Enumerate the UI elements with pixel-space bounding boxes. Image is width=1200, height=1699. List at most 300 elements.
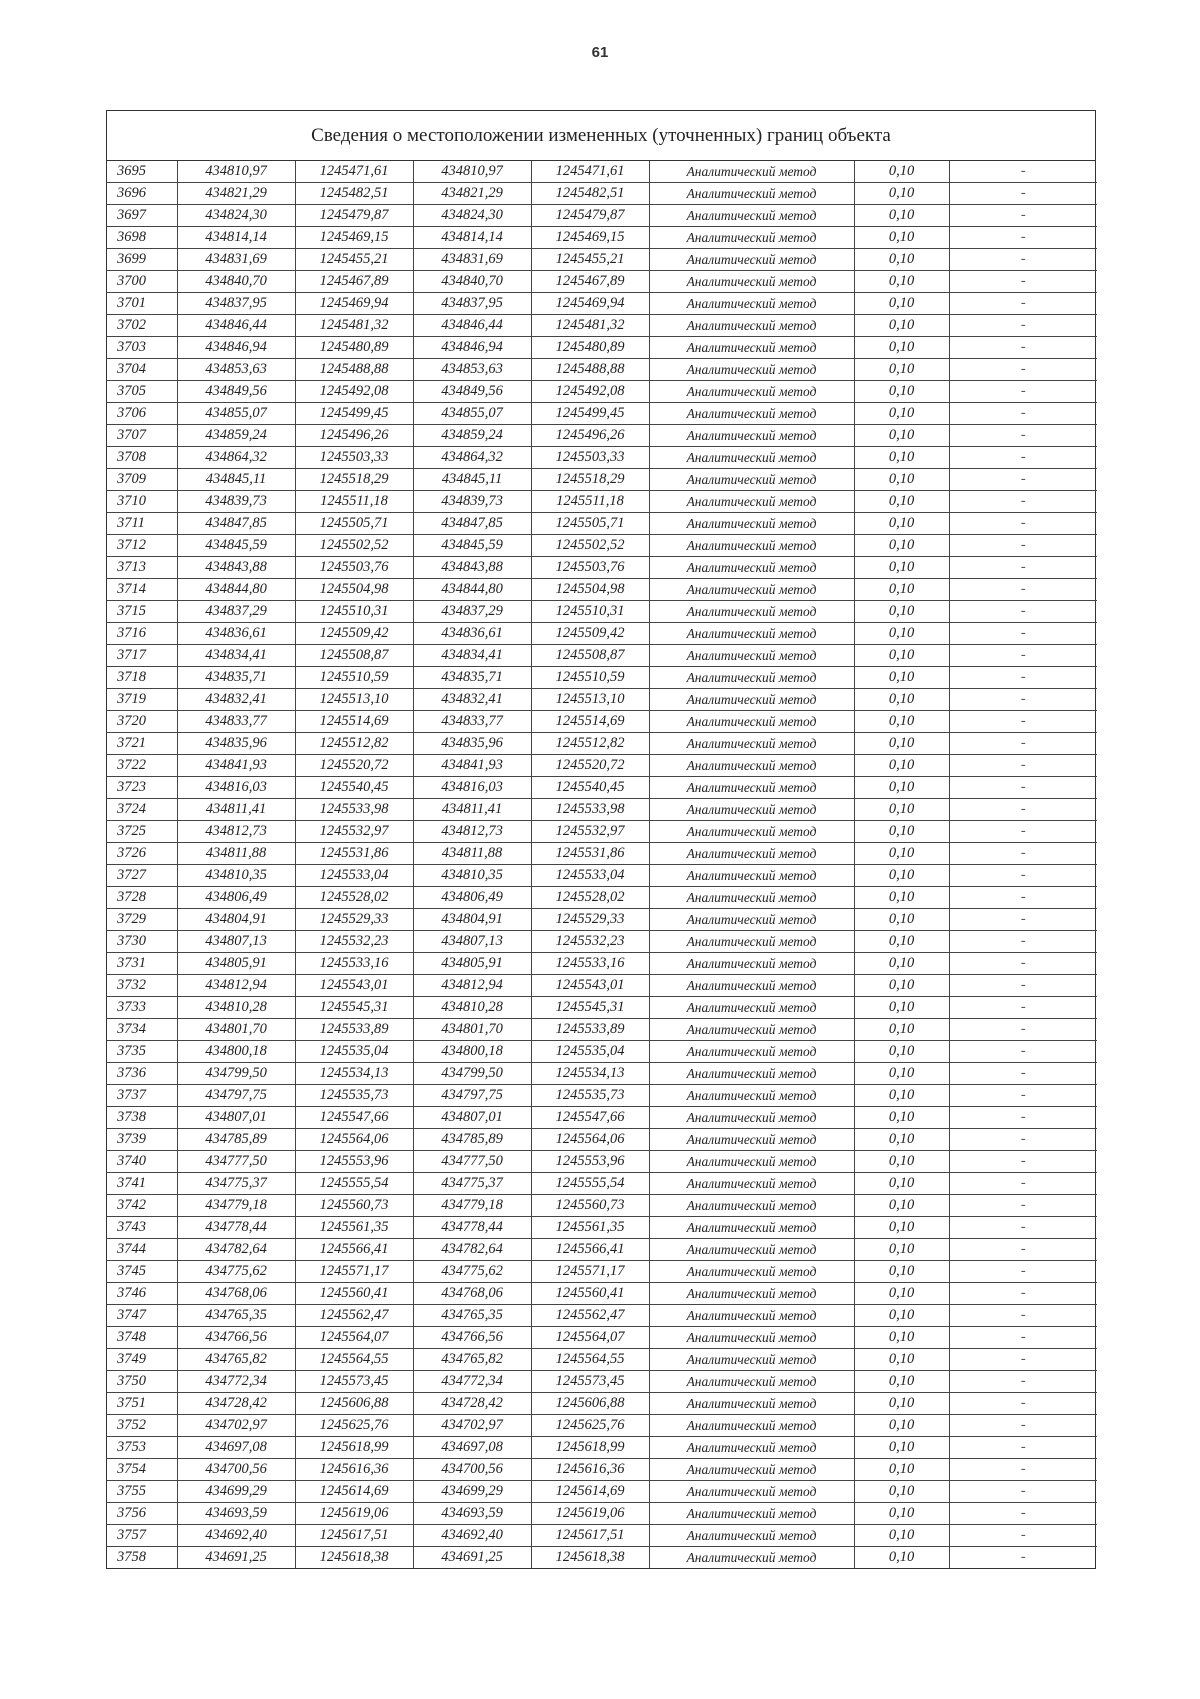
cell-y-existing: 1245532,23 — [295, 931, 413, 953]
cell-point-number: 3735 — [107, 1041, 177, 1063]
cell-point-number: 3743 — [107, 1217, 177, 1239]
table-row — [107, 1195, 1097, 1217]
cell-description: - — [949, 513, 1097, 535]
cell-method: Аналитический метод — [649, 1305, 854, 1327]
cell-point-number: 3698 — [107, 227, 177, 249]
cell-precision: 0,10 — [854, 1041, 949, 1063]
cell-description: - — [949, 953, 1097, 975]
cell-x-new: 434835,96 — [413, 733, 531, 755]
cell-x-existing: 434810,35 — [177, 865, 295, 887]
cell-y-existing: 1245616,36 — [295, 1459, 413, 1481]
cell-x-new: 434846,94 — [413, 337, 531, 359]
cell-y-new: 1245455,21 — [531, 249, 649, 271]
cell-point-number: 3749 — [107, 1349, 177, 1371]
cell-y-existing: 1245564,06 — [295, 1129, 413, 1151]
cell-x-new: 434811,88 — [413, 843, 531, 865]
cell-x-existing: 434805,91 — [177, 953, 295, 975]
cell-method: Аналитический метод — [649, 557, 854, 579]
table-row — [107, 711, 1097, 733]
cell-x-existing: 434812,73 — [177, 821, 295, 843]
cell-x-new: 434843,88 — [413, 557, 531, 579]
cell-method: Аналитический метод — [649, 843, 854, 865]
cell-precision: 0,10 — [854, 1283, 949, 1305]
cell-description: - — [949, 469, 1097, 491]
cell-x-new: 434837,95 — [413, 293, 531, 315]
cell-method: Аналитический метод — [649, 1459, 854, 1481]
cell-point-number: 3729 — [107, 909, 177, 931]
table-row — [107, 601, 1097, 623]
cell-description: - — [949, 711, 1097, 733]
cell-x-new: 434846,44 — [413, 315, 531, 337]
cell-precision: 0,10 — [854, 557, 949, 579]
cell-x-existing: 434844,80 — [177, 579, 295, 601]
cell-precision: 0,10 — [854, 645, 949, 667]
cell-method: Аналитический метод — [649, 1525, 854, 1547]
cell-y-new: 1245509,42 — [531, 623, 649, 645]
cell-method: Аналитический метод — [649, 1503, 854, 1525]
cell-y-existing: 1245528,02 — [295, 887, 413, 909]
cell-precision: 0,10 — [854, 381, 949, 403]
cell-method: Аналитический метод — [649, 337, 854, 359]
cell-method: Аналитический метод — [649, 425, 854, 447]
cell-y-new: 1245481,32 — [531, 315, 649, 337]
cell-point-number: 3757 — [107, 1525, 177, 1547]
cell-precision: 0,10 — [854, 579, 949, 601]
cell-y-existing: 1245532,97 — [295, 821, 413, 843]
cell-y-existing: 1245513,10 — [295, 689, 413, 711]
cell-method: Аналитический метод — [649, 931, 854, 953]
cell-y-new: 1245533,04 — [531, 865, 649, 887]
cell-x-existing: 434775,37 — [177, 1173, 295, 1195]
cell-point-number: 3707 — [107, 425, 177, 447]
cell-x-existing: 434810,28 — [177, 997, 295, 1019]
cell-description: - — [949, 183, 1097, 205]
table-row — [107, 315, 1097, 337]
cell-y-existing: 1245510,31 — [295, 601, 413, 623]
cell-description: - — [949, 667, 1097, 689]
cell-x-new: 434693,59 — [413, 1503, 531, 1525]
cell-y-existing: 1245505,71 — [295, 513, 413, 535]
cell-point-number: 3753 — [107, 1437, 177, 1459]
cell-x-new: 434859,24 — [413, 425, 531, 447]
coordinates-table — [107, 161, 1097, 1568]
cell-description: - — [949, 293, 1097, 315]
cell-x-new: 434847,85 — [413, 513, 531, 535]
cell-precision: 0,10 — [854, 623, 949, 645]
cell-description: - — [949, 249, 1097, 271]
cell-method: Аналитический метод — [649, 667, 854, 689]
cell-precision: 0,10 — [854, 931, 949, 953]
cell-description: - — [949, 1195, 1097, 1217]
cell-point-number: 3722 — [107, 755, 177, 777]
table-row — [107, 1239, 1097, 1261]
cell-x-new: 434801,70 — [413, 1019, 531, 1041]
cell-x-existing: 434800,18 — [177, 1041, 295, 1063]
cell-x-existing: 434839,73 — [177, 491, 295, 513]
cell-x-new: 434821,29 — [413, 183, 531, 205]
cell-y-new: 1245619,06 — [531, 1503, 649, 1525]
cell-y-new: 1245512,82 — [531, 733, 649, 755]
cell-y-new: 1245560,73 — [531, 1195, 649, 1217]
cell-precision: 0,10 — [854, 1415, 949, 1437]
cell-x-existing: 434845,59 — [177, 535, 295, 557]
table-row — [107, 1371, 1097, 1393]
cell-precision: 0,10 — [854, 1349, 949, 1371]
cell-x-new: 434697,08 — [413, 1437, 531, 1459]
cell-x-new: 434775,62 — [413, 1261, 531, 1283]
cell-y-new: 1245508,87 — [531, 645, 649, 667]
cell-y-new: 1245614,69 — [531, 1481, 649, 1503]
cell-description: - — [949, 733, 1097, 755]
cell-precision: 0,10 — [854, 953, 949, 975]
cell-x-new: 434840,70 — [413, 271, 531, 293]
cell-x-existing: 434768,06 — [177, 1283, 295, 1305]
cell-description: - — [949, 579, 1097, 601]
cell-precision: 0,10 — [854, 469, 949, 491]
cell-point-number: 3728 — [107, 887, 177, 909]
cell-description: - — [949, 777, 1097, 799]
cell-point-number: 3750 — [107, 1371, 177, 1393]
cell-precision: 0,10 — [854, 909, 949, 931]
cell-point-number: 3747 — [107, 1305, 177, 1327]
boundary-table — [106, 110, 1096, 1569]
cell-description: - — [949, 887, 1097, 909]
cell-x-existing: 434702,97 — [177, 1415, 295, 1437]
cell-x-existing: 434840,70 — [177, 271, 295, 293]
cell-y-existing: 1245488,88 — [295, 359, 413, 381]
cell-x-new: 434772,34 — [413, 1371, 531, 1393]
cell-x-new: 434824,30 — [413, 205, 531, 227]
cell-x-existing: 434700,56 — [177, 1459, 295, 1481]
cell-x-existing: 434846,94 — [177, 337, 295, 359]
cell-x-existing: 434831,69 — [177, 249, 295, 271]
cell-x-new: 434728,42 — [413, 1393, 531, 1415]
cell-x-new: 434810,28 — [413, 997, 531, 1019]
cell-point-number: 3702 — [107, 315, 177, 337]
cell-x-new: 434810,35 — [413, 865, 531, 887]
cell-point-number: 3730 — [107, 931, 177, 953]
cell-precision: 0,10 — [854, 513, 949, 535]
cell-description: - — [949, 205, 1097, 227]
cell-y-existing: 1245617,51 — [295, 1525, 413, 1547]
cell-precision: 0,10 — [854, 843, 949, 865]
cell-method: Аналитический метод — [649, 579, 854, 601]
cell-x-existing: 434778,44 — [177, 1217, 295, 1239]
cell-x-existing: 434841,93 — [177, 755, 295, 777]
cell-x-new: 434845,59 — [413, 535, 531, 557]
cell-description: - — [949, 1217, 1097, 1239]
cell-method: Аналитический метод — [649, 1371, 854, 1393]
cell-description: - — [949, 623, 1097, 645]
table-row — [107, 227, 1097, 249]
cell-method: Аналитический метод — [649, 1107, 854, 1129]
cell-description: - — [949, 1173, 1097, 1195]
cell-description: - — [949, 1459, 1097, 1481]
cell-precision: 0,10 — [854, 865, 949, 887]
cell-x-new: 434765,35 — [413, 1305, 531, 1327]
cell-x-new: 434864,32 — [413, 447, 531, 469]
table-row — [107, 843, 1097, 865]
cell-x-new: 434837,29 — [413, 601, 531, 623]
cell-precision: 0,10 — [854, 777, 949, 799]
cell-x-new: 434785,89 — [413, 1129, 531, 1151]
cell-point-number: 3721 — [107, 733, 177, 755]
cell-method: Аналитический метод — [649, 755, 854, 777]
cell-y-new: 1245469,15 — [531, 227, 649, 249]
cell-description: - — [949, 1283, 1097, 1305]
cell-x-existing: 434837,29 — [177, 601, 295, 623]
cell-x-existing: 434855,07 — [177, 403, 295, 425]
cell-precision: 0,10 — [854, 755, 949, 777]
cell-description: - — [949, 1129, 1097, 1151]
table-row — [107, 1217, 1097, 1239]
cell-description: - — [949, 271, 1097, 293]
cell-precision: 0,10 — [854, 1393, 949, 1415]
cell-x-existing: 434804,91 — [177, 909, 295, 931]
cell-description: - — [949, 1371, 1097, 1393]
table-row — [107, 1173, 1097, 1195]
cell-description: - — [949, 1415, 1097, 1437]
table-row — [107, 337, 1097, 359]
cell-y-new: 1245534,13 — [531, 1063, 649, 1085]
cell-x-existing: 434799,50 — [177, 1063, 295, 1085]
cell-method: Аналитический метод — [649, 469, 854, 491]
table-row — [107, 359, 1097, 381]
cell-y-existing: 1245573,45 — [295, 1371, 413, 1393]
cell-point-number: 3738 — [107, 1107, 177, 1129]
cell-y-existing: 1245545,31 — [295, 997, 413, 1019]
cell-x-new: 434691,25 — [413, 1547, 531, 1569]
cell-y-existing: 1245511,18 — [295, 491, 413, 513]
cell-x-existing: 434692,40 — [177, 1525, 295, 1547]
cell-x-existing: 434849,56 — [177, 381, 295, 403]
cell-x-existing: 434765,82 — [177, 1349, 295, 1371]
cell-x-new: 434699,29 — [413, 1481, 531, 1503]
table-row — [107, 491, 1097, 513]
table-row — [107, 1525, 1097, 1547]
cell-y-existing: 1245540,45 — [295, 777, 413, 799]
cell-y-new: 1245511,18 — [531, 491, 649, 513]
table-row — [107, 909, 1097, 931]
cell-precision: 0,10 — [854, 1151, 949, 1173]
cell-y-existing: 1245514,69 — [295, 711, 413, 733]
cell-precision: 0,10 — [854, 821, 949, 843]
cell-y-new: 1245533,16 — [531, 953, 649, 975]
cell-x-new: 434702,97 — [413, 1415, 531, 1437]
cell-y-new: 1245535,73 — [531, 1085, 649, 1107]
cell-y-existing: 1245533,04 — [295, 865, 413, 887]
cell-x-existing: 434859,24 — [177, 425, 295, 447]
cell-precision: 0,10 — [854, 1547, 949, 1569]
cell-y-existing: 1245503,33 — [295, 447, 413, 469]
cell-point-number: 3700 — [107, 271, 177, 293]
cell-description: - — [949, 821, 1097, 843]
cell-method: Аналитический метод — [649, 799, 854, 821]
cell-y-new: 1245566,41 — [531, 1239, 649, 1261]
cell-y-new: 1245510,59 — [531, 667, 649, 689]
table-row — [107, 557, 1097, 579]
cell-x-new: 434841,93 — [413, 755, 531, 777]
table-row — [107, 1107, 1097, 1129]
cell-x-existing: 434728,42 — [177, 1393, 295, 1415]
cell-precision: 0,10 — [854, 183, 949, 205]
cell-method: Аналитический метод — [649, 161, 854, 183]
cell-y-existing: 1245606,88 — [295, 1393, 413, 1415]
cell-method: Аналитический метод — [649, 645, 854, 667]
cell-point-number: 3746 — [107, 1283, 177, 1305]
cell-y-new: 1245469,94 — [531, 293, 649, 315]
cell-point-number: 3713 — [107, 557, 177, 579]
cell-y-new: 1245502,52 — [531, 535, 649, 557]
cell-y-new: 1245504,98 — [531, 579, 649, 601]
cell-precision: 0,10 — [854, 1129, 949, 1151]
table-row — [107, 667, 1097, 689]
cell-y-existing: 1245469,94 — [295, 293, 413, 315]
cell-precision: 0,10 — [854, 799, 949, 821]
cell-y-existing: 1245503,76 — [295, 557, 413, 579]
cell-method: Аналитический метод — [649, 1437, 854, 1459]
cell-precision: 0,10 — [854, 447, 949, 469]
cell-y-existing: 1245560,41 — [295, 1283, 413, 1305]
cell-method: Аналитический метод — [649, 491, 854, 513]
cell-x-existing: 434775,62 — [177, 1261, 295, 1283]
cell-y-new: 1245518,29 — [531, 469, 649, 491]
cell-precision: 0,10 — [854, 271, 949, 293]
cell-description: - — [949, 403, 1097, 425]
cell-y-new: 1245543,01 — [531, 975, 649, 997]
cell-description: - — [949, 227, 1097, 249]
cell-method: Аналитический метод — [649, 821, 854, 843]
cell-description: - — [949, 1151, 1097, 1173]
cell-description: - — [949, 1239, 1097, 1261]
cell-description: - — [949, 1481, 1097, 1503]
cell-y-new: 1245560,41 — [531, 1283, 649, 1305]
table-caption: Сведения о местоположении измененных (уточненных) границ объекта — [107, 111, 1095, 161]
cell-method: Аналитический метод — [649, 227, 854, 249]
cell-x-new: 434836,61 — [413, 623, 531, 645]
cell-y-new: 1245514,69 — [531, 711, 649, 733]
cell-x-existing: 434864,32 — [177, 447, 295, 469]
cell-x-existing: 434691,25 — [177, 1547, 295, 1569]
cell-point-number: 3712 — [107, 535, 177, 557]
cell-x-new: 434779,18 — [413, 1195, 531, 1217]
cell-x-existing: 434807,13 — [177, 931, 295, 953]
cell-point-number: 3732 — [107, 975, 177, 997]
cell-point-number: 3752 — [107, 1415, 177, 1437]
cell-x-existing: 434782,64 — [177, 1239, 295, 1261]
cell-method: Аналитический метод — [649, 1415, 854, 1437]
cell-method: Аналитический метод — [649, 271, 854, 293]
cell-description: - — [949, 1261, 1097, 1283]
cell-point-number: 3725 — [107, 821, 177, 843]
cell-description: - — [949, 601, 1097, 623]
cell-x-existing: 434834,41 — [177, 645, 295, 667]
cell-method: Аналитический метод — [649, 1327, 854, 1349]
cell-precision: 0,10 — [854, 1327, 949, 1349]
cell-precision: 0,10 — [854, 1085, 949, 1107]
cell-y-new: 1245564,07 — [531, 1327, 649, 1349]
cell-x-existing: 434693,59 — [177, 1503, 295, 1525]
cell-method: Аналитический метод — [649, 1261, 854, 1283]
cell-x-existing: 434816,03 — [177, 777, 295, 799]
cell-method: Аналитический метод — [649, 1041, 854, 1063]
cell-method: Аналитический метод — [649, 205, 854, 227]
cell-x-new: 434812,73 — [413, 821, 531, 843]
cell-point-number: 3717 — [107, 645, 177, 667]
cell-x-existing: 434814,14 — [177, 227, 295, 249]
cell-description: - — [949, 1041, 1097, 1063]
cell-y-existing: 1245618,99 — [295, 1437, 413, 1459]
cell-precision: 0,10 — [854, 1261, 949, 1283]
cell-y-new: 1245545,31 — [531, 997, 649, 1019]
table-row — [107, 381, 1097, 403]
cell-method: Аналитический метод — [649, 535, 854, 557]
cell-description: - — [949, 645, 1097, 667]
cell-x-new: 434833,77 — [413, 711, 531, 733]
cell-point-number: 3734 — [107, 1019, 177, 1041]
cell-x-existing: 434772,34 — [177, 1371, 295, 1393]
cell-precision: 0,10 — [854, 1305, 949, 1327]
cell-x-existing: 434836,61 — [177, 623, 295, 645]
cell-y-new: 1245532,97 — [531, 821, 649, 843]
cell-y-existing: 1245471,61 — [295, 161, 413, 183]
cell-y-existing: 1245535,04 — [295, 1041, 413, 1063]
cell-x-new: 434807,01 — [413, 1107, 531, 1129]
cell-x-existing: 434835,96 — [177, 733, 295, 755]
cell-point-number: 3710 — [107, 491, 177, 513]
cell-x-existing: 434821,29 — [177, 183, 295, 205]
table-row — [107, 865, 1097, 887]
cell-y-existing: 1245535,73 — [295, 1085, 413, 1107]
cell-precision: 0,10 — [854, 1107, 949, 1129]
cell-point-number: 3755 — [107, 1481, 177, 1503]
table-row — [107, 1327, 1097, 1349]
cell-y-existing: 1245566,41 — [295, 1239, 413, 1261]
cell-point-number: 3697 — [107, 205, 177, 227]
cell-description: - — [949, 425, 1097, 447]
cell-x-existing: 434765,35 — [177, 1305, 295, 1327]
cell-precision: 0,10 — [854, 1371, 949, 1393]
table-row — [107, 205, 1097, 227]
cell-method: Аналитический метод — [649, 1283, 854, 1305]
cell-y-existing: 1245553,96 — [295, 1151, 413, 1173]
cell-y-existing: 1245520,72 — [295, 755, 413, 777]
cell-precision: 0,10 — [854, 535, 949, 557]
cell-x-new: 434778,44 — [413, 1217, 531, 1239]
cell-precision: 0,10 — [854, 425, 949, 447]
table-row — [107, 1305, 1097, 1327]
cell-point-number: 3742 — [107, 1195, 177, 1217]
cell-y-existing: 1245619,06 — [295, 1503, 413, 1525]
table-row — [107, 1261, 1097, 1283]
cell-x-new: 434766,56 — [413, 1327, 531, 1349]
table-row — [107, 1085, 1097, 1107]
cell-x-new: 434768,06 — [413, 1283, 531, 1305]
cell-point-number: 3726 — [107, 843, 177, 865]
cell-y-existing: 1245533,16 — [295, 953, 413, 975]
cell-description: - — [949, 997, 1097, 1019]
cell-description: - — [949, 161, 1097, 183]
cell-precision: 0,10 — [854, 315, 949, 337]
cell-x-new: 434831,69 — [413, 249, 531, 271]
cell-method: Аналитический метод — [649, 381, 854, 403]
cell-x-new: 434811,41 — [413, 799, 531, 821]
cell-point-number: 3701 — [107, 293, 177, 315]
cell-x-existing: 434806,49 — [177, 887, 295, 909]
cell-precision: 0,10 — [854, 337, 949, 359]
cell-y-existing: 1245504,98 — [295, 579, 413, 601]
cell-y-existing: 1245467,89 — [295, 271, 413, 293]
